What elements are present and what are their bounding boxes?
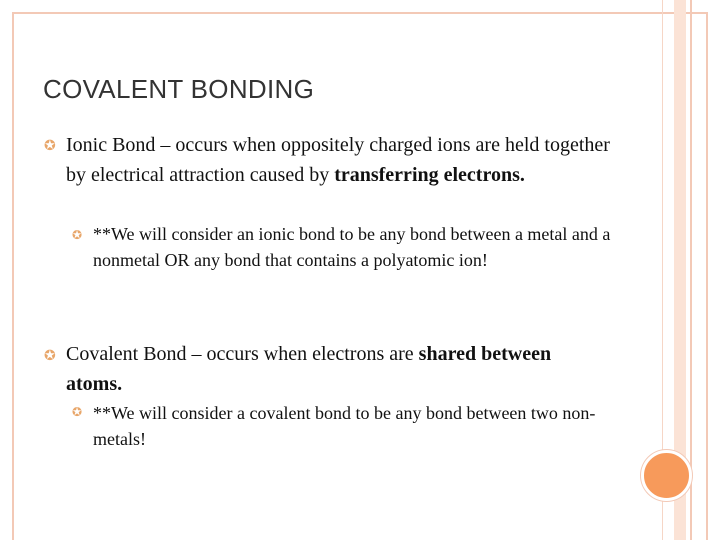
- bullet-2-bold: shared between atoms.: [66, 343, 552, 395]
- slide-title: COVALENT BONDING: [43, 74, 315, 104]
- bullet-1-bold: transferring electrons.: [334, 164, 525, 186]
- bullet-2-pre: Covalent Bond – occurs when electrons are: [66, 343, 419, 365]
- bullet-1-pre: Ionic Bond – occurs when oppositely charged ions are held together by electrical attraction caused by: [66, 134, 610, 186]
- sub-bullet-1-text: **We will consider an ionic bond to be any bond between a metal and a nonmetal OR any bond that contains a polyatomic ion!: [93, 224, 611, 270]
- bullet-1-text: [66, 130, 626, 190]
- ornamental-bullet-icon: ✪: [72, 228, 83, 242]
- bullet-2-text: [66, 339, 606, 399]
- ornamental-bullet-icon: ✪: [44, 138, 56, 154]
- ornamental-bullet-icon: ✪: [72, 405, 83, 419]
- decor-circle: [641, 450, 692, 501]
- ornamental-bullet-icon: ✪: [44, 348, 56, 364]
- sub-bullet-2-text: **We will consider a covalent bond to be any bond between two non-metals!: [93, 403, 596, 449]
- decor-line: [690, 0, 692, 540]
